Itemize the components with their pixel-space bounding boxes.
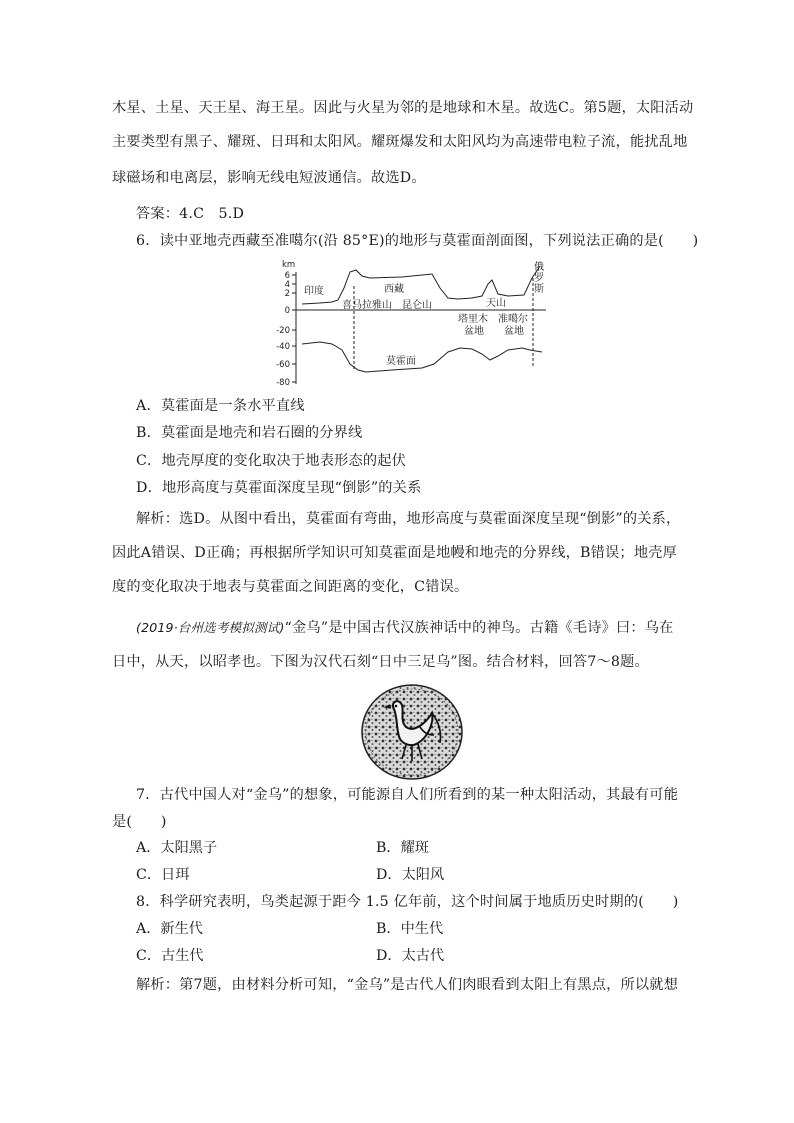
question-7-stem-line2: 是( ) bbox=[112, 814, 167, 830]
question-6-stem: 6．读中亚地壳西藏至准噶尔(沿 85°E)的地形与莫霍面剖面图，下列说法正确的是( ) bbox=[136, 233, 699, 249]
tick-4: 4 bbox=[284, 280, 290, 290]
tick-2: 2 bbox=[284, 289, 290, 299]
answer-4-5: 答案：4.C 5.D bbox=[136, 206, 245, 222]
tick-minus-20: -20 bbox=[276, 326, 290, 336]
label-russia-1: 俄 bbox=[534, 262, 544, 273]
para1-line1: 木星、土星、天王星、海王星。因此与火星为邻的是地球和木星。故选C。第5题，太阳活动 bbox=[112, 100, 694, 116]
para1-line2: 主要类型有黑子、耀斑、日珥和太阳风。耀斑爆发和太阳风均为高速带电粒子流，能扰乱地 bbox=[112, 134, 688, 150]
moho-line bbox=[302, 342, 542, 372]
material-text: “金乌”是中国古代汉族神话中的神鸟。古籍《毛诗》曰：乌在 bbox=[284, 620, 674, 636]
analysis-7-8: 解析：第7题，由材料分析可知，“金乌”是古代人们肉眼看到太阳上有黑点，所以就想 bbox=[136, 977, 679, 993]
label-tarim-1: 塔里木 bbox=[458, 314, 488, 325]
q6-option-a: A．莫霍面是一条水平直线 bbox=[136, 398, 305, 414]
tick-6: 6 bbox=[284, 271, 290, 281]
label-moho: 莫霍面 bbox=[386, 356, 416, 367]
material-line2: 日中，从天，以昭孝也。下图为汉代石刻“日中三足乌”图。结合材料，回答7～8题。 bbox=[112, 654, 649, 670]
q8-option-d: D．太古代 bbox=[376, 948, 445, 964]
moho-profile-figure bbox=[262, 258, 552, 388]
tick-minus-40: -40 bbox=[276, 342, 290, 352]
q8-option-c: C．古生代 bbox=[136, 948, 204, 964]
q7-option-c: C．日珥 bbox=[136, 867, 190, 883]
q6-option-c: C．地壳厚度的变化取决于地表形态的起伏 bbox=[136, 453, 407, 469]
q8-option-a: A．新生代 bbox=[136, 921, 203, 937]
q7-option-d: D．太阳风 bbox=[376, 867, 445, 883]
label-tibet: 西藏 bbox=[384, 284, 404, 295]
q8-option-b: B．中生代 bbox=[376, 921, 444, 937]
para1-line3: 球磁场和电离层，影响无线电短波通信。故选D。 bbox=[112, 170, 426, 186]
q6-analysis-line3: 度的变化取决于地表与莫霍面之间距离的变化，C错误。 bbox=[112, 579, 469, 595]
question-7-stem-line1: 7．古代中国人对“金乌”的想象，可能源自人们所看到的某一种太阳活动，其最有可能 bbox=[136, 787, 679, 803]
material-source: (2019·台州选考模拟测试) bbox=[136, 620, 285, 635]
q6-analysis-line1: 解析：选D。从图中看出，莫霍面有弯曲，地形高度与莫霍面深度呈现“倒影”的关系， bbox=[136, 511, 681, 527]
label-junggar-1: 准噶尔 bbox=[498, 314, 528, 325]
label-tianshan: 天山 bbox=[486, 298, 506, 309]
label-junggar-2: 盆地 bbox=[504, 326, 524, 337]
tick-minus-80: -80 bbox=[276, 378, 290, 388]
tick-0: 0 bbox=[284, 306, 290, 316]
golden-crow-stone-carving-image bbox=[360, 683, 464, 781]
tick-minus-60: -60 bbox=[276, 360, 290, 370]
label-india: 印度 bbox=[304, 286, 324, 297]
q6-option-d: D．地形高度与莫霍面深度呈现“倒影”的关系 bbox=[136, 480, 422, 496]
q7-option-b: B．耀斑 bbox=[376, 840, 429, 856]
unit-label: km bbox=[282, 260, 296, 270]
q6-analysis-line2: 因此A错误、D正确；再根据所学知识可知莫霍面是地幔和地壳的分界线，B错误；地壳厚 bbox=[112, 545, 677, 561]
q6-option-b: B．莫霍面是地壳和岩石圈的分界线 bbox=[136, 425, 363, 441]
label-himalaya: 喜马拉雅山 bbox=[342, 300, 392, 311]
q7-option-a: A．太阳黑子 bbox=[136, 840, 218, 856]
label-kunlun: 昆仑山 bbox=[402, 300, 432, 311]
label-tarim-2: 盆地 bbox=[464, 326, 484, 337]
label-russia-3: 斯 bbox=[534, 284, 544, 295]
label-russia-2: 罗 bbox=[534, 273, 544, 284]
material-line1 bbox=[136, 618, 674, 638]
question-8-stem: 8．科学研究表明，鸟类起源于距今 1.5 亿年前，这个时间属于地质历史时期的( ) bbox=[136, 894, 679, 910]
